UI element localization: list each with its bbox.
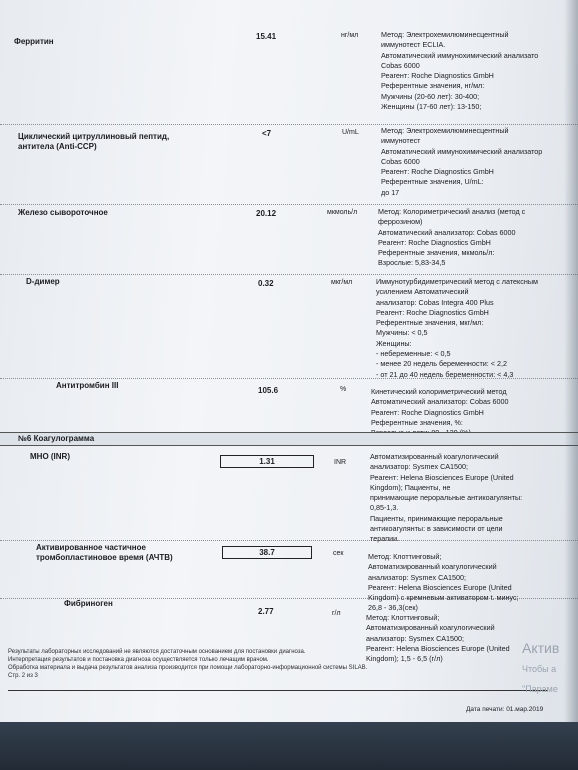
test-value: 2.77 [258,607,274,616]
test-value: 20.12 [256,209,277,218]
print-date: Дата печати: 01.мар.2019 [466,706,544,713]
test-value: 0.32 [258,279,274,288]
test-name: Железо сывороточное [18,208,108,217]
test-unit: % [340,386,347,393]
activation-watermark-line1: Чтобы а [522,664,557,674]
footer-divider [8,690,548,691]
screen-edge-shadow [564,0,578,722]
test-name: D-димер [26,277,60,286]
test-name: МНО (INR) [30,452,70,461]
test-value-box: 38.7 [222,546,312,559]
test-name: Активированное частичное тромбопластиновое время (АЧТВ) [36,543,173,562]
test-name: Фибриноген [64,599,113,608]
test-unit: мкг/мл [331,279,353,286]
test-name: Антитромбин III [56,381,119,390]
test-row-inr [0,446,578,544]
test-method: Автоматизированный коагулогический анализатор: Sysmex CA1500; Реагент: Helena Biosciences Europe (United Kingdom); Пациенты, не принимающие пероральные антикоагулянты: 0,85-1,3. Пациенты, принимающие пероральные антикоагулянты: в зависимости от цели терапии. [370,452,523,544]
test-method: Метод: Клоттинговый; Автоматизированный коагулогический анализатор: Sysmex CA1500; Реагент: Helena Biosciences Europe (United Kingdom); 1,5 - 6,5 (г/л) [366,613,510,664]
test-unit: U/mL [342,129,359,136]
test-method: Метод: Колориметрический анализ (метод с феррозином) Автоматический анализатор: Cobas 6000 Реагент: Roche Diagnostics GmbH Референтные значения, мкмоль/л: Взрослые: 5,83-34,5 [378,207,526,268]
test-value: 15.41 [256,32,277,41]
activation-watermark-title: Актив [522,640,560,656]
test-value: <7 [262,129,272,138]
test-row-d-dimer [0,274,578,379]
test-unit: нг/мл [341,32,359,39]
monitor-bezel [0,722,578,770]
activation-watermark-line2: "Параме [522,684,558,694]
test-unit: мкмоль/л [327,209,358,216]
footer-notes: Результаты лабораторных исследований не являются достаточным основанием для постановки диагноза. Интерпретация результатов и постановка диагноза осуществляется только лечащим врачом. Обработка материала и выдача результатов анализа производится при помощи лабораторно-информационной системы SILAB. Стр. 2 из 3 [8,649,368,679]
test-method: Метод: Электрохемилюминесцентный иммунотест Автоматический иммунохимический анализатор Cobas 6000 Реагент: Roche Diagnostics GmbH Референтные значения, U/mL: до 17 [381,126,543,197]
test-method: Иммунотурбидиметрический метод с латексным усилением Автоматический анализатор: Cobas Integra 400 Plus Реагент: Roche Diagnostics GmbH Референтные значения, мкг/мл: Мужчины: < 0,5 Женщины: - небеременные: < 0,5 - менее 20 недель беременности: < 2,2 - от 21 до 40 недель беременности: < 4,3 [376,277,538,379]
test-row-ferritin [0,30,578,125]
test-method: Метод: Электрохемилюминесцентный иммунотест ECLIA. Автоматический иммунохимический анализато Cobas 6000 Реагент: Roche Diagnostics GmbH Референтные значения, нг/мл: Мужчины (20-60 лет): 30-400; Женщины (17-60 лет): 13-150; [381,30,539,112]
test-method: Метод: Клоттинговый; Автоматизированный коагулогический анализатор: Sysmex CA1500; Реагент: Helena Biosciences Europe (United Kingdom) с кремневым активатором t. минус; 26,8 - 36,3(сек) [368,552,519,613]
section-header-coagulogram: №6 Коагулограмма [0,432,578,446]
test-name: Ферритин [14,37,54,46]
test-unit: сек [333,550,344,557]
test-method: Кинетический колориметрический метод Автоматический анализатор: Cobas 6000 Реагент: Roche Diagnostics GmbH Референтные значения, %: [371,387,509,427]
test-value: 105.6 [258,386,279,395]
test-row-anti-ccp [0,124,578,205]
test-name: Циклический цитруллиновый пептид, антитела (Anti-CCP) [18,132,170,151]
test-unit: INR [334,459,347,466]
test-row-antithrombin [0,378,578,432]
test-unit: г/л [332,610,341,617]
test-row-serum-iron [0,204,578,275]
test-value-box: 1.31 [220,455,314,468]
